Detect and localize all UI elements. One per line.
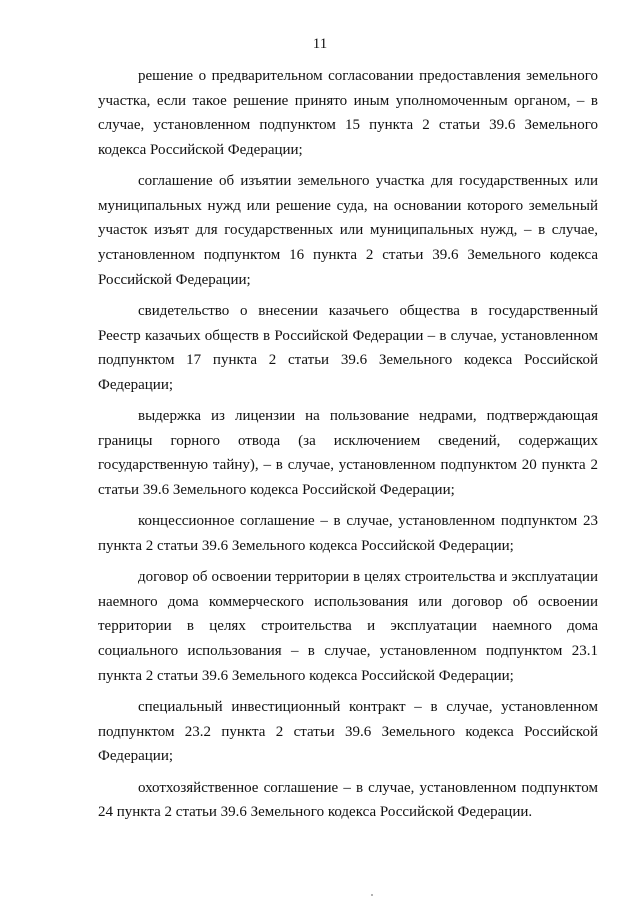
paragraph-cossack-society-certificate: свидетельство о внесении казачьего общества в государственный Реестр казачьих обществ в Российской Федерации – в случае, установленном подпунктом 17 пункта 2 статьи 39.6 Земельного кодекса Российской Федерации; [98,302,598,393]
document-body [98,64,598,825]
paragraph-territory-development-agreement: договор об освоении территории в целях строительства и эксплуатации наемного дома коммерческого использования или договор об освоении территории в целях строительства и эксплуатации наемного дома социального использования – в случае, установленном подпунктом 23.1 пункта 2 статьи 39.6 Земельного кодекса Российской Федерации; [98,569,598,684]
paragraph-preliminary-approval-decision: решение о предварительном согласовании предоставления земельного участка, если такое решение принято иным уполномоченным органом, – в случае, установленном подпунктом 15 пункта 2 статьи 39.6 Земельного кодекса Российской Федерации; [98,68,598,158]
paragraph-hunting-agreement: охотхозяйственное соглашение – в случае, установленном подпунктом 24 пункта 2 статьи 39.6 Земельного кодекса Российской Федерации. [98,779,598,821]
paragraph-special-investment-contract: специальный инвестиционный контракт – в случае, установленном подпунктом 23.2 пункта 2 статьи 39.6 Земельного кодекса Российской Федерации; [98,699,598,765]
paragraph-land-seizure-agreement: соглашение об изъятии земельного участка для государственных или муниципальных нужд или решение суда, на основании которого земельный участок изъят для государственных или муниципальных нужд, – в случае, установленном подпунктом 16 пункта 2 статьи 39.6 Земельного кодекса Российской Федерации; [98,173,598,288]
paragraph-subsoil-license-extract: выдержка из лицензии на пользование недрами, подтверждающая границы горного отвода (за исключением сведений, содержащих государственную тайну), – в случае, установленном подпунктом 20 пункта 2 статьи 39.6 Земельного кодекса Российской Федерации; [98,408,598,498]
scan-speck [371,894,373,896]
page-number: 11 [312,36,328,52]
paragraph-concession-agreement: концессионное соглашение – в случае, установленном подпунктом 23 пункта 2 статьи 39.6 Земельного кодекса Российской Федерации; [98,513,598,554]
